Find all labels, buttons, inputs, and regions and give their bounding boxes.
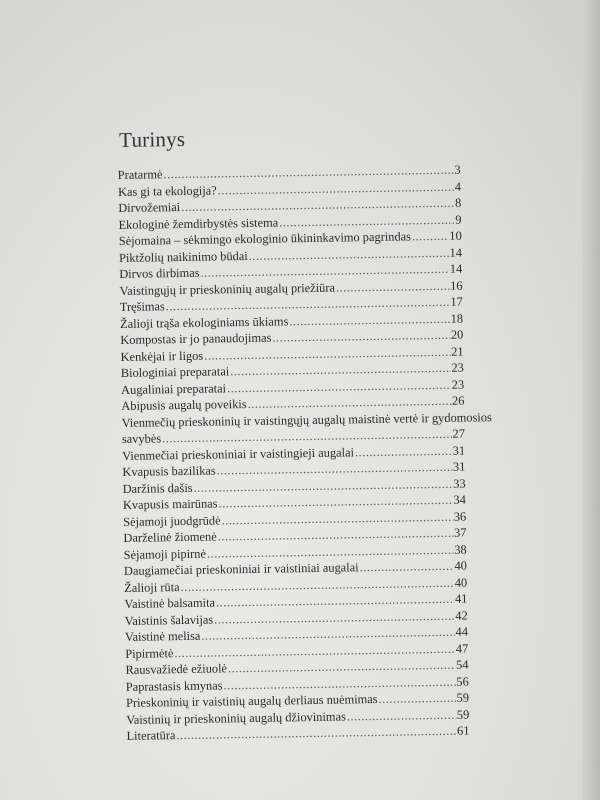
toc-entry-page: 9 bbox=[455, 212, 462, 227]
toc-entry-page: 40 bbox=[454, 558, 468, 573]
toc-entry-page: 10 bbox=[449, 228, 462, 243]
toc-list bbox=[117, 162, 492, 745]
toc-entry-page: 8 bbox=[454, 195, 462, 210]
toc-entry-label: Daržinis dašis bbox=[122, 480, 193, 496]
toc-entry-page: 61 bbox=[457, 723, 470, 738]
toc-entry-label: Literatūra bbox=[126, 728, 176, 743]
toc-entry-label: Abipusis augalų poveikis bbox=[121, 396, 247, 413]
toc-entry-page: 21 bbox=[451, 344, 464, 359]
toc-entry-label: Tręšimas bbox=[119, 299, 165, 314]
toc-entry-label-line: Vienmečių prieskoninių ir vaistingųjų augalų maistinė vertė ir gydomosios bbox=[121, 409, 492, 430]
page-edge-shadow bbox=[582, 0, 600, 800]
toc-entry-label: Dirvožemiai bbox=[118, 200, 181, 215]
toc-entry-page: 41 bbox=[454, 591, 468, 606]
toc-entry-page: 17 bbox=[450, 294, 463, 309]
toc-entry-label: Kvapusis bazilikas bbox=[122, 463, 216, 479]
toc-entry-page: 33 bbox=[453, 476, 466, 491]
toc-entry-label: Vaistinė balsamita bbox=[124, 595, 216, 611]
dot-leader bbox=[355, 442, 452, 460]
toc-entry-label: Paprastasis kmynas bbox=[125, 677, 223, 694]
toc-entry-label: Žalioji trąša ekologiniams ūkiams bbox=[119, 313, 289, 331]
toc-entry-label: Vaistinė melisa bbox=[124, 628, 201, 644]
toc-entry-label: Biologiniai preparatai bbox=[120, 364, 230, 380]
toc-entry-label: Rausvažiedė ežiuolė bbox=[125, 661, 228, 677]
toc-entry-page: 14 bbox=[449, 245, 463, 260]
toc-entry-page: 38 bbox=[454, 542, 467, 557]
dot-leader bbox=[176, 723, 456, 744]
toc-entry-page: 56 bbox=[456, 674, 469, 689]
table-of-contents bbox=[117, 123, 492, 745]
dot-leader bbox=[378, 690, 455, 708]
toc-entry-label: Prieskoninių ir vaistinių augalų derliaus nuėmimas bbox=[125, 691, 378, 710]
toc-entry-label: Kenkėjai ir ligos bbox=[120, 348, 204, 364]
toc-entry-label: Sėjamoji juodgrūdė bbox=[123, 512, 221, 529]
dot-leader bbox=[347, 706, 456, 724]
toc-entry-page: 34 bbox=[453, 492, 466, 507]
toc-entry-page: 59 bbox=[456, 690, 470, 705]
toc-entry-label: Ekologinė žemdirbystės sistema bbox=[118, 214, 279, 232]
toc-entry-label: Darželinė žiomenė bbox=[123, 529, 217, 545]
toc-entry-page: 4 bbox=[454, 179, 462, 194]
toc-entry-page: 31 bbox=[452, 443, 466, 458]
toc-entry-label: Vaistinių ir prieskoninių augalų džiovinimas bbox=[126, 708, 346, 727]
toc-entry-label: Kas gi ta ekologija? bbox=[117, 182, 217, 199]
toc-entry-page: 59 bbox=[456, 707, 470, 722]
toc-entry-label: Dirvos dirbimas bbox=[119, 265, 200, 281]
toc-entry-label: Piktžolių naikinimo būdai bbox=[118, 248, 248, 265]
toc-entry-page: 23 bbox=[451, 377, 465, 392]
toc-entry-label: Vaistingųjų ir prieskoninių augalų priežiūra bbox=[119, 280, 336, 298]
toc-entry-label: Sėjomaina – sėkmingo ekologinio ūkininkavimo pagrindas bbox=[118, 229, 412, 248]
toc-entry-label: Pratarmė bbox=[117, 167, 163, 182]
dot-leader bbox=[359, 558, 453, 576]
toc-entry-page: 14 bbox=[449, 261, 463, 276]
toc-entry-label: Kompostas ir jo panaudojimas bbox=[120, 330, 272, 347]
toc-entry-page: 3 bbox=[454, 162, 461, 177]
toc-entry-page: 16 bbox=[450, 278, 463, 293]
toc-entry-page: 47 bbox=[455, 641, 469, 656]
toc-entry-page: 42 bbox=[455, 608, 468, 623]
toc-entry-page: 37 bbox=[453, 525, 467, 540]
toc-entry-label: Vaistinis šalavijas bbox=[124, 612, 214, 628]
toc-entry-label: Kvapusis mairūnas bbox=[122, 496, 218, 512]
toc-entry-label: Vienmečiai prieskoniniai ir vaistingieji augalai bbox=[122, 444, 355, 463]
toc-entry-page: 31 bbox=[452, 459, 466, 474]
toc-entry-label: Sėjamoji pipirnė bbox=[123, 546, 207, 562]
toc-entry-page: 40 bbox=[454, 575, 468, 590]
toc-entry-page: 27 bbox=[452, 426, 465, 441]
toc-entry-page: 23 bbox=[451, 360, 464, 375]
toc-entry-label: savybės bbox=[121, 431, 162, 446]
toc-title: Turinys bbox=[118, 126, 186, 152]
dot-leader bbox=[336, 277, 449, 295]
toc-entry-label: Augaliniai preparatai bbox=[120, 380, 227, 397]
toc-entry-label: Žalioji rūta bbox=[124, 579, 180, 595]
toc-entry-page: 36 bbox=[453, 509, 467, 524]
toc-entry-page: 26 bbox=[451, 393, 465, 408]
toc-entry-label: Daugiamečiai prieskoniniai ir vaistiniai augalai bbox=[123, 560, 359, 578]
toc-entry-page: 18 bbox=[450, 311, 464, 326]
dot-leader bbox=[412, 228, 449, 245]
toc-entry-page: 20 bbox=[450, 327, 464, 342]
toc-entry-page: 54 bbox=[455, 657, 469, 672]
toc-entry-label: Pipirmėtė bbox=[125, 645, 174, 661]
toc-entry-page: 44 bbox=[455, 624, 469, 639]
